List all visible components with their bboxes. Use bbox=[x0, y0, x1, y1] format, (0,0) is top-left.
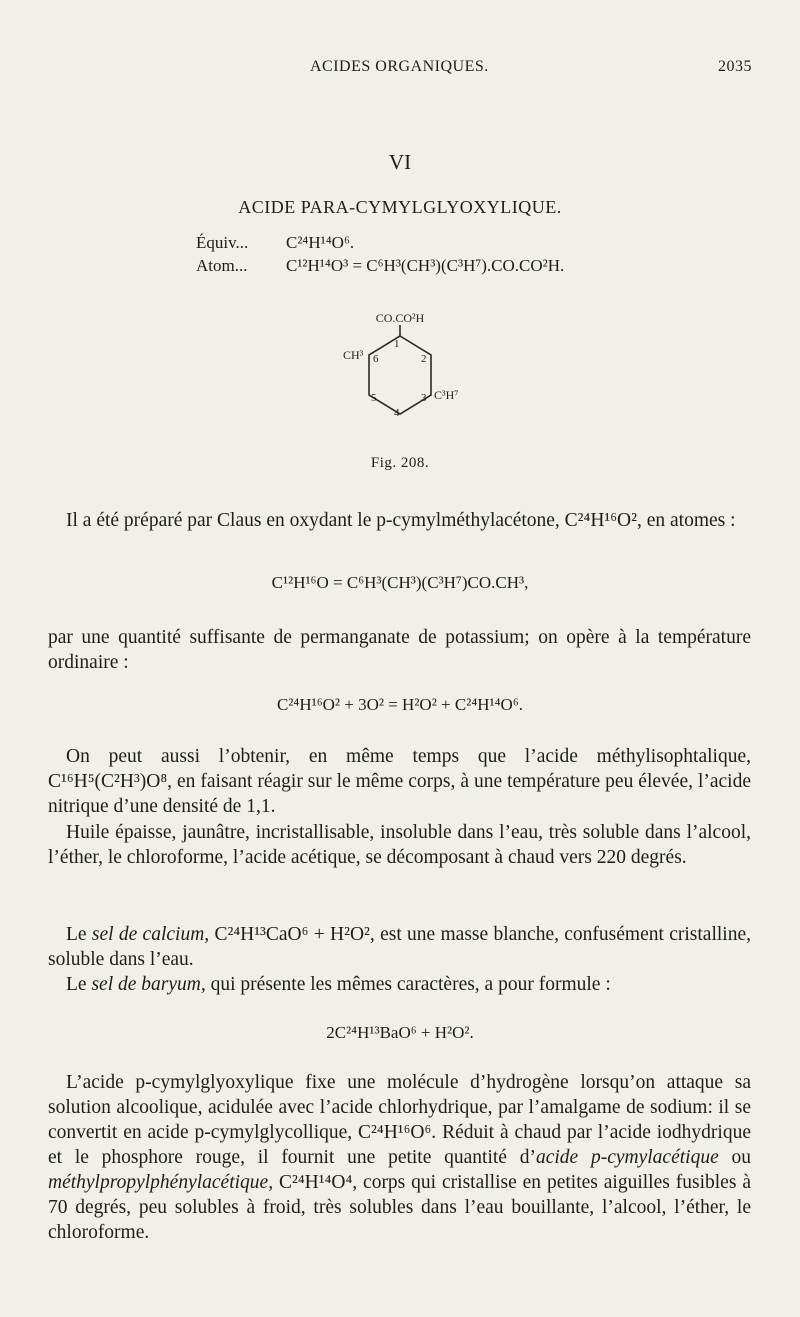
equation-3: 2C²⁴H¹³BaO⁶ + H²O². bbox=[326, 1023, 474, 1042]
paragraph-2: par une quantité suffisante de permanganate de potassium; on opère à la température ordinaire : bbox=[48, 627, 751, 673]
position-5: 5 bbox=[371, 392, 377, 404]
equiv-formula-row bbox=[196, 233, 354, 253]
position-1: 1 bbox=[394, 338, 400, 350]
left-substituent: CH³ bbox=[343, 348, 364, 362]
position-3: 3 bbox=[421, 392, 427, 404]
position-4: 4 bbox=[394, 407, 400, 419]
equiv-value: C²⁴H¹⁴O⁶. bbox=[286, 233, 355, 252]
paragraph-calcium: Le sel de calcium, C²⁴H¹³CaO⁶ + H²O², est une masse blanche, confusément cristalline, soluble dans l’eau. bbox=[48, 924, 751, 970]
atom-formula-row bbox=[196, 256, 564, 276]
calcium-salt-term: sel de calcium, bbox=[91, 924, 210, 945]
section-number: VI bbox=[388, 150, 412, 174]
top-substituent: CO.CO²H bbox=[375, 311, 425, 325]
section-title: ACIDE PARA-CYMYLGLYOXYLIQUE. bbox=[238, 197, 562, 217]
paragraph-4: Huile épaisse, jaunâtre, incristallisable, insoluble dans l’eau, très soluble dans l’alcool, l’éther, le chloroforme, l’acide acétique, se décomposant à chaud vers 220 degrés. bbox=[48, 822, 751, 868]
equiv-label: Équiv... bbox=[196, 233, 249, 252]
figure-caption: Fig. 208. bbox=[370, 455, 430, 471]
paragraph-1: Il a été préparé par Claus en oxydant le p-cymylméthylacétone, C²⁴H¹⁶O², en atomes : bbox=[66, 510, 736, 531]
methylpropylphenylacetique-term: méthylpropylphénylacétique, bbox=[48, 1172, 274, 1193]
running-title: ACIDES ORGANIQUES. bbox=[310, 58, 489, 75]
paragraph-baryum: Le sel de baryum, qui présente les mêmes caractères, a pour formule : bbox=[66, 974, 611, 995]
equation-1: C¹²H¹⁶O = C⁶H³(CH³)(C³H⁷)CO.CH³, bbox=[271, 573, 529, 592]
right-substituent: C³H⁷ bbox=[434, 388, 459, 402]
page-number: 2035 bbox=[718, 58, 752, 75]
equation-2: C²⁴H¹⁶O² + 3O² = H²O² + C²⁴H¹⁴O⁶. bbox=[276, 695, 524, 714]
paragraph-reduction: L’acide p-cymylglyoxylique fixe une molécule d’hydrogène lorsqu’on attaque sa solution alcoolique, acidulée avec l’acide chlorhydrique, par l’amalgame de sodium: il se convertit en acide p-cymylglycollique, C²⁴H¹⁶O⁶. Réduit à chaud par l’acide iodhydrique et le phosphore rouge, il fournit une petite quantité d’acide p-cymylacétique ou méthylpropylphénylacétique, C²⁴H¹⁴O⁴, corps qui cristallise en petites aiguilles fusibles à 70 degrés, peu solubles à froid, très solubles dans l’eau bouillante, l’alcool, l’éther, le chloroforme. bbox=[48, 1072, 751, 1243]
position-2: 2 bbox=[421, 353, 427, 365]
p-cymylacetique-term: acide p-cymylacétique bbox=[535, 1147, 719, 1168]
baryum-salt-term: sel de baryum, bbox=[91, 974, 206, 995]
paragraph-3: On peut aussi l’obtenir, en même temps que l’acide méthylisophtalique, C¹⁶H⁵(C²H³)O⁸, en faisant réagir sur le même corps, à une température peu élevée, l’acide nitrique d’une densité de 1,1. bbox=[48, 746, 751, 817]
atom-label: Atom... bbox=[196, 256, 248, 275]
page-header bbox=[48, 58, 752, 84]
benzene-ring-figure bbox=[300, 300, 500, 450]
atom-value: C¹²H¹⁴O³ = C⁶H³(CH³)(C³H⁷).CO.CO²H. bbox=[286, 256, 565, 275]
position-6: 6 bbox=[373, 353, 379, 365]
